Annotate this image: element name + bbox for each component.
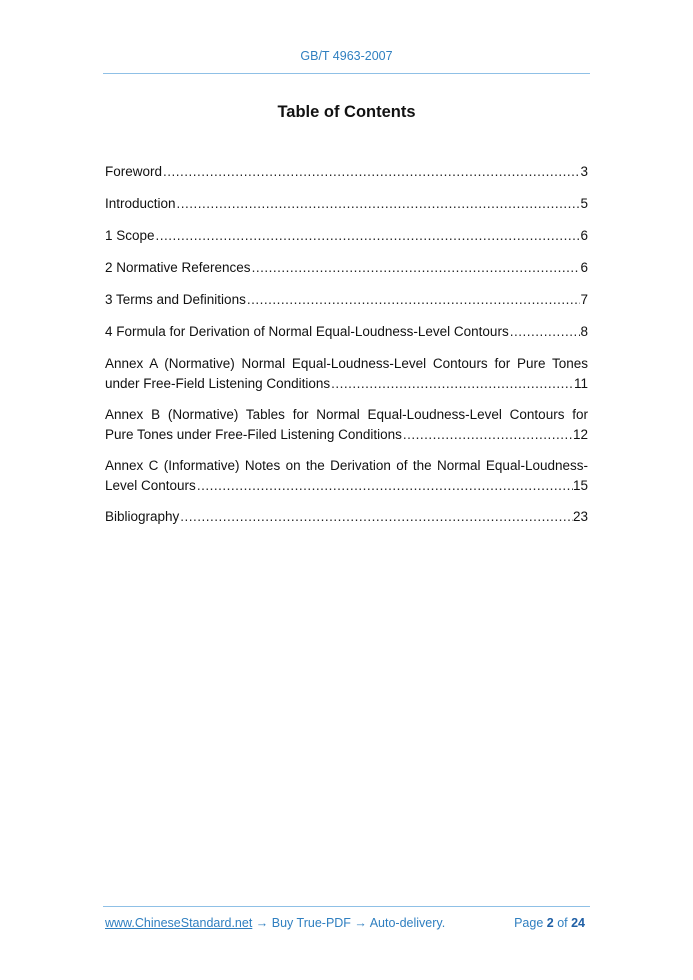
footer-promo xyxy=(105,916,445,930)
toc-entry-page: 6 xyxy=(580,260,588,275)
standard-code: GB/T 4963-2007 xyxy=(300,49,393,63)
page-total: 24 xyxy=(571,916,585,930)
toc-entry-label-line2: Pure Tones under Free-Filed Listening Conditions xyxy=(105,426,402,442)
toc-entry-label: 1 Scope xyxy=(105,228,155,243)
toc-entry-formula[interactable] xyxy=(105,322,588,342)
header-divider xyxy=(103,73,590,74)
dot-leader xyxy=(330,374,574,394)
dot-leader xyxy=(196,476,573,496)
toc-entry-label: Bibliography xyxy=(105,509,180,524)
page-prefix: Page xyxy=(514,916,547,930)
toc-entry-label: 3 Terms and Definitions xyxy=(105,292,246,307)
dot-leader xyxy=(402,425,573,445)
toc-entry-label-line2: Level Contours xyxy=(105,477,196,493)
toc-entry-bibliography[interactable] xyxy=(105,507,588,527)
toc-entry-label: 4 Formula for Derivation of Normal Equal-Loudness-Level Contours xyxy=(105,324,509,339)
toc-entry-page: 6 xyxy=(580,228,588,243)
toc-entry-page: 3 xyxy=(580,164,588,179)
toc-entry-introduction[interactable] xyxy=(105,194,588,214)
dot-leader xyxy=(251,258,581,278)
dot-leader xyxy=(162,162,580,182)
dot-leader xyxy=(155,226,581,246)
dot-leader xyxy=(246,290,581,310)
toc-entry-label: Foreword xyxy=(105,164,163,179)
toc-entry-normative-references[interactable] xyxy=(105,258,588,278)
page-title: Table of Contents xyxy=(277,103,416,121)
toc-entry-page: 7 xyxy=(580,292,588,307)
toc-entry-label-line1: Annex C (Informative) Notes on the Derivation of the Normal Equal-Loudness- xyxy=(105,458,588,473)
toc-entry-foreword[interactable] xyxy=(105,162,588,182)
toc-entry-page: 8 xyxy=(580,324,588,339)
dot-leader xyxy=(176,194,581,214)
toc-entry-label-line2: under Free-Field Listening Conditions xyxy=(105,375,331,391)
dot-leader xyxy=(179,507,573,527)
toc-entry-page: 11 xyxy=(573,375,588,391)
website-link[interactable]: www.ChineseStandard.net xyxy=(105,916,253,930)
toc-entry-label: 2 Normative References xyxy=(105,260,251,275)
toc-entry-annex-b[interactable] xyxy=(105,405,588,444)
toc-entry-annex-a[interactable] xyxy=(105,354,588,393)
page-number xyxy=(514,916,585,930)
toc-entry-terms-and-definitions[interactable] xyxy=(105,290,588,310)
toc-entry-page: 23 xyxy=(572,509,588,524)
toc-entry-label-line1: Annex A (Normative) Normal Equal-Loudness-Level Contours for Pure Tones xyxy=(105,356,588,371)
toc-entry-scope[interactable] xyxy=(105,226,588,246)
footer-divider xyxy=(103,906,590,907)
page-current: 2 xyxy=(546,916,554,930)
toc-entry-annex-c[interactable] xyxy=(105,456,588,495)
page-of: of xyxy=(553,916,572,930)
running-header xyxy=(103,49,590,63)
toc-entry-page: 12 xyxy=(572,426,588,442)
toc-entry-page: 15 xyxy=(572,477,588,493)
toc-entry-page: 5 xyxy=(580,196,588,211)
promo-text: → Buy True-PDF → Auto-delivery. xyxy=(252,916,446,930)
toc-entry-label: Introduction xyxy=(105,196,176,211)
dot-leader xyxy=(509,322,581,342)
toc-entry-label-line1: Annex B (Normative) Tables for Normal Equal-Loudness-Level Contours for xyxy=(105,407,588,422)
